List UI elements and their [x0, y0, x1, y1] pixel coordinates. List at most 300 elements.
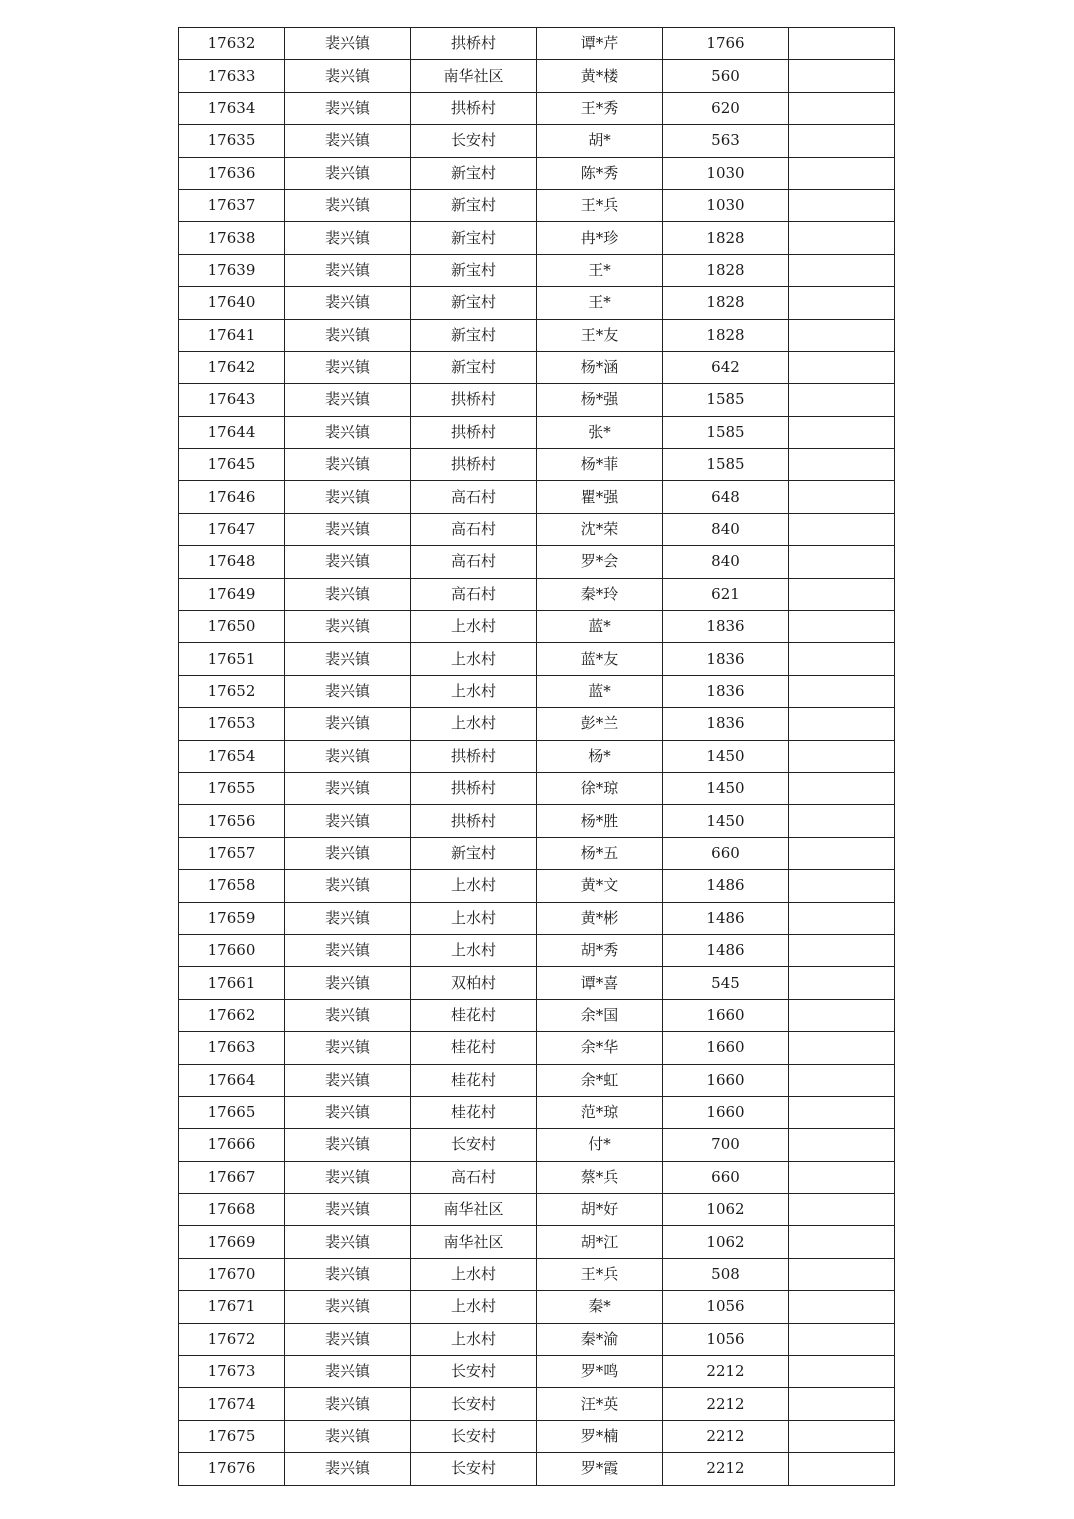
- village-cell: 长安村: [411, 1388, 537, 1420]
- record-id-cell: 17643: [179, 384, 285, 416]
- table-row: [179, 60, 895, 92]
- note-cell: [789, 1291, 895, 1323]
- town-cell: 裴兴镇: [285, 837, 411, 869]
- amount-cell: 1056: [663, 1323, 789, 1355]
- record-id-cell: 17675: [179, 1420, 285, 1452]
- amount-cell: 1062: [663, 1194, 789, 1226]
- record-id-cell: 17667: [179, 1161, 285, 1193]
- record-id-cell: 17657: [179, 837, 285, 869]
- table-row: [179, 708, 895, 740]
- note-cell: [789, 611, 895, 643]
- amount-cell: 700: [663, 1129, 789, 1161]
- village-cell: 南华社区: [411, 1194, 537, 1226]
- record-id-cell: 17647: [179, 513, 285, 545]
- table-row: [179, 611, 895, 643]
- village-cell: 上水村: [411, 675, 537, 707]
- village-cell: 高石村: [411, 1161, 537, 1193]
- village-cell: 拱桥村: [411, 740, 537, 772]
- amount-cell: 648: [663, 481, 789, 513]
- village-cell: 高石村: [411, 513, 537, 545]
- amount-cell: 1030: [663, 189, 789, 221]
- amount-cell: 1836: [663, 611, 789, 643]
- town-cell: 裴兴镇: [285, 967, 411, 999]
- record-id-cell: 17658: [179, 870, 285, 902]
- table-row: [179, 1129, 895, 1161]
- amount-cell: 545: [663, 967, 789, 999]
- town-cell: 裴兴镇: [285, 1194, 411, 1226]
- name-cell: 蔡*兵: [537, 1161, 663, 1193]
- table-row: [179, 351, 895, 383]
- note-cell: [789, 1096, 895, 1128]
- name-cell: 蓝*友: [537, 643, 663, 675]
- note-cell: [789, 1194, 895, 1226]
- record-id-cell: 17632: [179, 28, 285, 60]
- name-cell: 胡*江: [537, 1226, 663, 1258]
- town-cell: 裴兴镇: [285, 578, 411, 610]
- table-row: [179, 1323, 895, 1355]
- name-cell: 付*: [537, 1129, 663, 1161]
- town-cell: 裴兴镇: [285, 643, 411, 675]
- name-cell: 王*友: [537, 319, 663, 351]
- amount-cell: 563: [663, 125, 789, 157]
- table-row: [179, 1258, 895, 1290]
- village-cell: 上水村: [411, 902, 537, 934]
- table-row: [179, 1291, 895, 1323]
- town-cell: 裴兴镇: [285, 125, 411, 157]
- table-row: [179, 513, 895, 545]
- table-row: [179, 28, 895, 60]
- record-id-cell: 17652: [179, 675, 285, 707]
- note-cell: [789, 675, 895, 707]
- record-id-cell: 17634: [179, 92, 285, 124]
- table-row: [179, 1194, 895, 1226]
- amount-cell: 2212: [663, 1420, 789, 1452]
- village-cell: 拱桥村: [411, 28, 537, 60]
- table-row: [179, 189, 895, 221]
- name-cell: 秦*玲: [537, 578, 663, 610]
- note-cell: [789, 481, 895, 513]
- record-id-cell: 17633: [179, 60, 285, 92]
- amount-cell: 1450: [663, 772, 789, 804]
- record-id-cell: 17672: [179, 1323, 285, 1355]
- village-cell: 高石村: [411, 578, 537, 610]
- town-cell: 裴兴镇: [285, 351, 411, 383]
- town-cell: 裴兴镇: [285, 1032, 411, 1064]
- note-cell: [789, 1064, 895, 1096]
- amount-cell: 1585: [663, 416, 789, 448]
- amount-cell: 1450: [663, 740, 789, 772]
- amount-cell: 1062: [663, 1226, 789, 1258]
- village-cell: 南华社区: [411, 60, 537, 92]
- note-cell: [789, 28, 895, 60]
- note-cell: [789, 319, 895, 351]
- village-cell: 长安村: [411, 1129, 537, 1161]
- village-cell: 新宝村: [411, 319, 537, 351]
- record-id-cell: 17635: [179, 125, 285, 157]
- amount-cell: 1828: [663, 222, 789, 254]
- village-cell: 长安村: [411, 1420, 537, 1452]
- table-row: [179, 125, 895, 157]
- note-cell: [789, 740, 895, 772]
- record-id-cell: 17674: [179, 1388, 285, 1420]
- note-cell: [789, 189, 895, 221]
- note-cell: [789, 60, 895, 92]
- village-cell: 上水村: [411, 1323, 537, 1355]
- name-cell: 沈*荣: [537, 513, 663, 545]
- amount-cell: 2212: [663, 1356, 789, 1388]
- name-cell: 冉*珍: [537, 222, 663, 254]
- record-id-cell: 17637: [179, 189, 285, 221]
- record-id-cell: 17654: [179, 740, 285, 772]
- village-cell: 新宝村: [411, 351, 537, 383]
- name-cell: 汪*英: [537, 1388, 663, 1420]
- town-cell: 裴兴镇: [285, 222, 411, 254]
- town-cell: 裴兴镇: [285, 1258, 411, 1290]
- village-cell: 长安村: [411, 1453, 537, 1485]
- village-cell: 南华社区: [411, 1226, 537, 1258]
- village-cell: 桂花村: [411, 1096, 537, 1128]
- table-row: [179, 481, 895, 513]
- name-cell: 黄*彬: [537, 902, 663, 934]
- record-id-cell: 17656: [179, 805, 285, 837]
- table-row: [179, 157, 895, 189]
- note-cell: [789, 708, 895, 740]
- town-cell: 裴兴镇: [285, 449, 411, 481]
- record-id-cell: 17653: [179, 708, 285, 740]
- village-cell: 拱桥村: [411, 805, 537, 837]
- name-cell: 黄*楼: [537, 60, 663, 92]
- note-cell: [789, 837, 895, 869]
- amount-cell: 1056: [663, 1291, 789, 1323]
- amount-cell: 1828: [663, 319, 789, 351]
- table-row: [179, 1388, 895, 1420]
- table-row: [179, 1226, 895, 1258]
- name-cell: 胡*: [537, 125, 663, 157]
- town-cell: 裴兴镇: [285, 481, 411, 513]
- name-cell: 杨*强: [537, 384, 663, 416]
- record-id-cell: 17645: [179, 449, 285, 481]
- record-id-cell: 17660: [179, 934, 285, 966]
- note-cell: [789, 254, 895, 286]
- table-row: [179, 805, 895, 837]
- village-cell: 上水村: [411, 870, 537, 902]
- amount-cell: 2212: [663, 1453, 789, 1485]
- town-cell: 裴兴镇: [285, 1226, 411, 1258]
- name-cell: 瞿*强: [537, 481, 663, 513]
- name-cell: 罗*楠: [537, 1420, 663, 1452]
- town-cell: 裴兴镇: [285, 999, 411, 1031]
- town-cell: 裴兴镇: [285, 1064, 411, 1096]
- town-cell: 裴兴镇: [285, 1096, 411, 1128]
- village-cell: 拱桥村: [411, 384, 537, 416]
- name-cell: 杨*胜: [537, 805, 663, 837]
- table-row: [179, 967, 895, 999]
- amount-cell: 642: [663, 351, 789, 383]
- name-cell: 蓝*: [537, 611, 663, 643]
- table-row: [179, 837, 895, 869]
- town-cell: 裴兴镇: [285, 92, 411, 124]
- record-id-cell: 17636: [179, 157, 285, 189]
- amount-cell: 1660: [663, 999, 789, 1031]
- record-id-cell: 17644: [179, 416, 285, 448]
- note-cell: [789, 805, 895, 837]
- village-cell: 高石村: [411, 546, 537, 578]
- note-cell: [789, 643, 895, 675]
- amount-cell: 1836: [663, 643, 789, 675]
- town-cell: 裴兴镇: [285, 1356, 411, 1388]
- name-cell: 罗*会: [537, 546, 663, 578]
- town-cell: 裴兴镇: [285, 384, 411, 416]
- amount-cell: 2212: [663, 1388, 789, 1420]
- name-cell: 罗*鸣: [537, 1356, 663, 1388]
- town-cell: 裴兴镇: [285, 157, 411, 189]
- amount-cell: 840: [663, 513, 789, 545]
- town-cell: 裴兴镇: [285, 189, 411, 221]
- village-cell: 上水村: [411, 708, 537, 740]
- name-cell: 罗*霞: [537, 1453, 663, 1485]
- village-cell: 新宝村: [411, 157, 537, 189]
- record-id-cell: 17639: [179, 254, 285, 286]
- record-id-cell: 17650: [179, 611, 285, 643]
- village-cell: 拱桥村: [411, 772, 537, 804]
- table-row: [179, 1453, 895, 1485]
- town-cell: 裴兴镇: [285, 513, 411, 545]
- town-cell: 裴兴镇: [285, 675, 411, 707]
- name-cell: 王*: [537, 287, 663, 319]
- note-cell: [789, 902, 895, 934]
- note-cell: [789, 1388, 895, 1420]
- town-cell: 裴兴镇: [285, 611, 411, 643]
- amount-cell: 1660: [663, 1064, 789, 1096]
- village-cell: 上水村: [411, 934, 537, 966]
- table-row: [179, 902, 895, 934]
- village-cell: 桂花村: [411, 999, 537, 1031]
- note-cell: [789, 546, 895, 578]
- town-cell: 裴兴镇: [285, 1420, 411, 1452]
- village-cell: 拱桥村: [411, 92, 537, 124]
- town-cell: 裴兴镇: [285, 1323, 411, 1355]
- roster-table-body: [179, 28, 895, 1486]
- record-id-cell: 17649: [179, 578, 285, 610]
- town-cell: 裴兴镇: [285, 546, 411, 578]
- name-cell: 蓝*: [537, 675, 663, 707]
- note-cell: [789, 384, 895, 416]
- village-cell: 拱桥村: [411, 416, 537, 448]
- town-cell: 裴兴镇: [285, 1129, 411, 1161]
- town-cell: 裴兴镇: [285, 740, 411, 772]
- table-row: [179, 934, 895, 966]
- record-id-cell: 17640: [179, 287, 285, 319]
- note-cell: [789, 1129, 895, 1161]
- note-cell: [789, 1453, 895, 1485]
- table-row: [179, 1356, 895, 1388]
- table-row: [179, 1064, 895, 1096]
- amount-cell: 1486: [663, 902, 789, 934]
- town-cell: 裴兴镇: [285, 28, 411, 60]
- village-cell: 双柏村: [411, 967, 537, 999]
- town-cell: 裴兴镇: [285, 902, 411, 934]
- record-id-cell: 17669: [179, 1226, 285, 1258]
- name-cell: 张*: [537, 416, 663, 448]
- roster-table: [178, 27, 895, 1486]
- record-id-cell: 17659: [179, 902, 285, 934]
- town-cell: 裴兴镇: [285, 934, 411, 966]
- amount-cell: 660: [663, 837, 789, 869]
- note-cell: [789, 449, 895, 481]
- note-cell: [789, 1356, 895, 1388]
- note-cell: [789, 222, 895, 254]
- name-cell: 胡*好: [537, 1194, 663, 1226]
- village-cell: 上水村: [411, 1258, 537, 1290]
- record-id-cell: 17661: [179, 967, 285, 999]
- record-id-cell: 17662: [179, 999, 285, 1031]
- record-id-cell: 17641: [179, 319, 285, 351]
- name-cell: 余*国: [537, 999, 663, 1031]
- table-row: [179, 222, 895, 254]
- town-cell: 裴兴镇: [285, 254, 411, 286]
- town-cell: 裴兴镇: [285, 870, 411, 902]
- record-id-cell: 17642: [179, 351, 285, 383]
- village-cell: 新宝村: [411, 254, 537, 286]
- amount-cell: 620: [663, 92, 789, 124]
- note-cell: [789, 999, 895, 1031]
- record-id-cell: 17673: [179, 1356, 285, 1388]
- note-cell: [789, 513, 895, 545]
- name-cell: 范*琼: [537, 1096, 663, 1128]
- note-cell: [789, 1226, 895, 1258]
- amount-cell: 1030: [663, 157, 789, 189]
- document-page: [178, 27, 894, 1486]
- table-row: [179, 999, 895, 1031]
- village-cell: 新宝村: [411, 837, 537, 869]
- town-cell: 裴兴镇: [285, 287, 411, 319]
- town-cell: 裴兴镇: [285, 60, 411, 92]
- note-cell: [789, 157, 895, 189]
- record-id-cell: 17646: [179, 481, 285, 513]
- note-cell: [789, 92, 895, 124]
- table-row: [179, 1420, 895, 1452]
- town-cell: 裴兴镇: [285, 805, 411, 837]
- village-cell: 上水村: [411, 1291, 537, 1323]
- town-cell: 裴兴镇: [285, 319, 411, 351]
- table-row: [179, 675, 895, 707]
- name-cell: 余*虹: [537, 1064, 663, 1096]
- name-cell: 胡*秀: [537, 934, 663, 966]
- note-cell: [789, 967, 895, 999]
- table-row: [179, 92, 895, 124]
- record-id-cell: 17638: [179, 222, 285, 254]
- note-cell: [789, 351, 895, 383]
- record-id-cell: 17668: [179, 1194, 285, 1226]
- name-cell: 谭*喜: [537, 967, 663, 999]
- village-cell: 桂花村: [411, 1032, 537, 1064]
- village-cell: 桂花村: [411, 1064, 537, 1096]
- table-row: [179, 287, 895, 319]
- record-id-cell: 17665: [179, 1096, 285, 1128]
- amount-cell: 1836: [663, 675, 789, 707]
- town-cell: 裴兴镇: [285, 772, 411, 804]
- name-cell: 谭*芹: [537, 28, 663, 60]
- name-cell: 黄*文: [537, 870, 663, 902]
- amount-cell: 1836: [663, 708, 789, 740]
- name-cell: 杨*: [537, 740, 663, 772]
- name-cell: 徐*琼: [537, 772, 663, 804]
- note-cell: [789, 1323, 895, 1355]
- amount-cell: 1585: [663, 449, 789, 481]
- amount-cell: 1828: [663, 254, 789, 286]
- name-cell: 杨*菲: [537, 449, 663, 481]
- record-id-cell: 17666: [179, 1129, 285, 1161]
- record-id-cell: 17671: [179, 1291, 285, 1323]
- town-cell: 裴兴镇: [285, 1453, 411, 1485]
- name-cell: 王*兵: [537, 189, 663, 221]
- table-row: [179, 449, 895, 481]
- amount-cell: 508: [663, 1258, 789, 1290]
- name-cell: 秦*: [537, 1291, 663, 1323]
- table-row: [179, 416, 895, 448]
- table-row: [179, 772, 895, 804]
- note-cell: [789, 416, 895, 448]
- record-id-cell: 17670: [179, 1258, 285, 1290]
- record-id-cell: 17655: [179, 772, 285, 804]
- name-cell: 彭*兰: [537, 708, 663, 740]
- table-row: [179, 319, 895, 351]
- table-row: [179, 643, 895, 675]
- table-row: [179, 1161, 895, 1193]
- name-cell: 王*秀: [537, 92, 663, 124]
- note-cell: [789, 287, 895, 319]
- village-cell: 长安村: [411, 1356, 537, 1388]
- amount-cell: 1486: [663, 870, 789, 902]
- name-cell: 王*: [537, 254, 663, 286]
- note-cell: [789, 934, 895, 966]
- amount-cell: 1585: [663, 384, 789, 416]
- village-cell: 新宝村: [411, 222, 537, 254]
- name-cell: 杨*五: [537, 837, 663, 869]
- town-cell: 裴兴镇: [285, 708, 411, 740]
- amount-cell: 560: [663, 60, 789, 92]
- amount-cell: 1660: [663, 1096, 789, 1128]
- table-row: [179, 740, 895, 772]
- amount-cell: 660: [663, 1161, 789, 1193]
- note-cell: [789, 1161, 895, 1193]
- name-cell: 秦*渝: [537, 1323, 663, 1355]
- note-cell: [789, 772, 895, 804]
- note-cell: [789, 1258, 895, 1290]
- table-row: [179, 870, 895, 902]
- amount-cell: 1828: [663, 287, 789, 319]
- village-cell: 上水村: [411, 611, 537, 643]
- village-cell: 上水村: [411, 643, 537, 675]
- amount-cell: 840: [663, 546, 789, 578]
- record-id-cell: 17663: [179, 1032, 285, 1064]
- village-cell: 长安村: [411, 125, 537, 157]
- table-row: [179, 1032, 895, 1064]
- amount-cell: 1766: [663, 28, 789, 60]
- note-cell: [789, 870, 895, 902]
- village-cell: 新宝村: [411, 189, 537, 221]
- record-id-cell: 17648: [179, 546, 285, 578]
- name-cell: 杨*涵: [537, 351, 663, 383]
- note-cell: [789, 125, 895, 157]
- note-cell: [789, 1420, 895, 1452]
- amount-cell: 621: [663, 578, 789, 610]
- amount-cell: 1660: [663, 1032, 789, 1064]
- name-cell: 余*华: [537, 1032, 663, 1064]
- note-cell: [789, 578, 895, 610]
- record-id-cell: 17651: [179, 643, 285, 675]
- record-id-cell: 17676: [179, 1453, 285, 1485]
